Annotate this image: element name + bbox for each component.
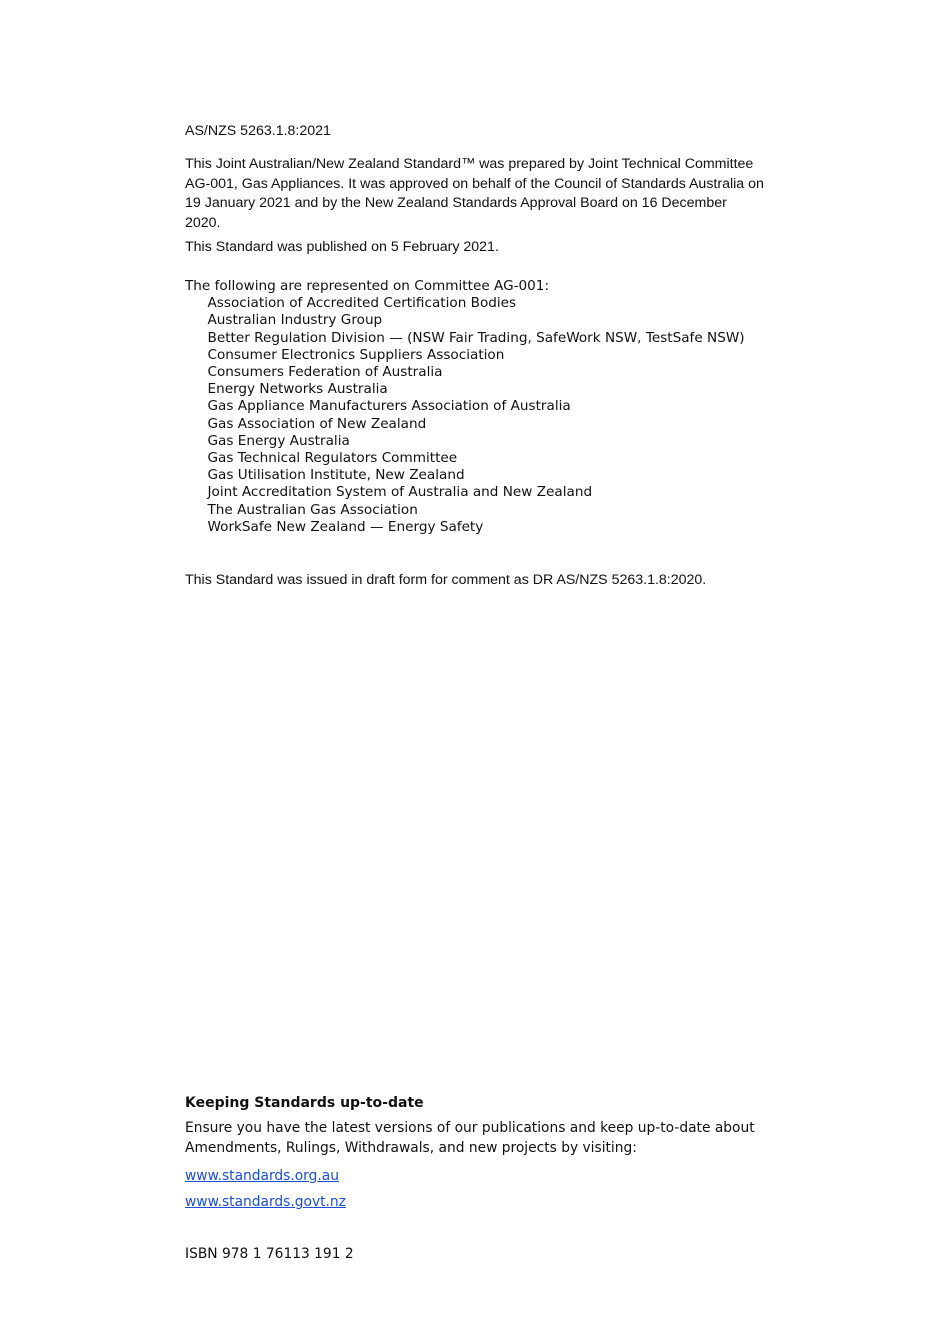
keeping-up-to-date-section — [185, 1094, 785, 1215]
committee-member: Gas Utilisation Institute, New Zealand — [207, 467, 465, 484]
committee-member: Gas Appliance Manufacturers Association of Australia — [207, 398, 571, 415]
standard-id: AS/NZS 5263.1.8:2021 — [185, 123, 331, 139]
website-links — [185, 1163, 785, 1215]
committee-member: Energy Networks Australia — [207, 381, 388, 398]
committee-member: WorkSafe New Zealand — Energy Safety — [207, 518, 484, 535]
committee-member: Gas Energy Australia — [207, 432, 350, 449]
standards-nz-link[interactable]: www.standards.govt.nz — [185, 1194, 346, 1210]
committee-member: Gas Technical Regulators Committee — [207, 450, 458, 467]
keeping-up-to-date-body: Ensure you have the latest versions of our publications and keep up-to-date about Amendments, Rulings, Withdrawals, and new projects by visiting: — [185, 1120, 755, 1156]
keeping-up-to-date-heading: Keeping Standards up-to-date — [185, 1095, 424, 1111]
committee-member: Association of Accredited Certification Bodies — [207, 295, 517, 312]
committee-member: Australian Industry Group — [207, 312, 383, 329]
published-statement: This Standard was published on 5 February 2021. — [185, 239, 499, 255]
committee-member: The Australian Gas Association — [207, 501, 418, 518]
committee-member: Consumer Electronics Suppliers Association — [207, 346, 505, 363]
committee-member: Consumers Federation of Australia — [207, 364, 443, 381]
preparation-text: This Joint Australian/New Zealand Standard™ was prepared by Joint Technical Committee AG-001, Gas Appliances. It was approved on behalf of the Council of Standards Australia on 19 January 2021 and by the New Zealand Standards Approval Board on 16 December 2020. — [185, 156, 764, 231]
standards-australia-link[interactable]: www.standards.org.au — [185, 1168, 339, 1184]
preparation-statement — [185, 155, 765, 233]
draft-statement: This Standard was issued in draft form for comment as DR AS/NZS 5263.1.8:2020. — [185, 572, 707, 588]
committee-member: Joint Accreditation System of Australia and New Zealand — [207, 484, 593, 501]
committee-member: Better Regulation Division — (NSW Fair Trading, SafeWork NSW, TestSafe NSW) — [207, 329, 745, 346]
committee-heading: The following are represented on Committee AG-001: — [185, 278, 550, 294]
committee-section — [185, 278, 785, 536]
committee-member-list — [185, 295, 785, 536]
committee-member: Gas Association of New Zealand — [207, 415, 427, 432]
isbn: ISBN 978 1 76113 191 2 — [185, 1246, 354, 1262]
